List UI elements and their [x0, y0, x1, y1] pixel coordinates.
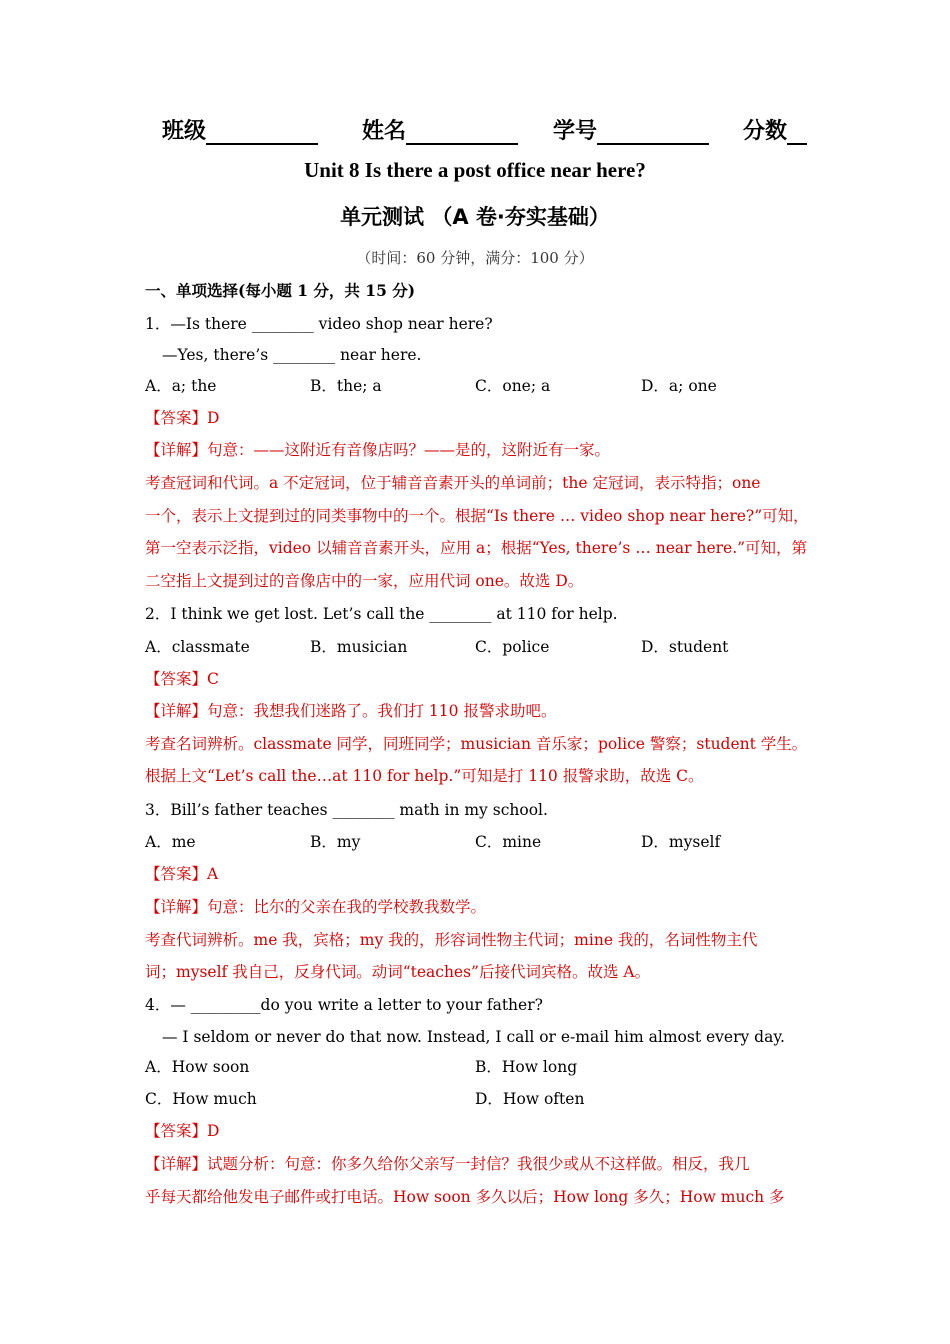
q1-stem-reply: —Yes, there’s ________ near here.	[162, 346, 422, 364]
q2-answer: 【答案】C	[145, 670, 219, 688]
id-label: 学号	[553, 119, 598, 144]
q2-option-b[interactable]: B．musician	[310, 638, 408, 656]
unit-title: Unit 8 Is there a post office near here?	[304, 158, 646, 182]
q4-option-a[interactable]: A．How soon	[145, 1058, 250, 1076]
q3-option-c[interactable]: C．mine	[475, 833, 542, 851]
q3-option-d[interactable]: D．myself	[641, 833, 721, 851]
q2-explanation-line: 考查名词辨析。classmate 同学，同班同学；musician 音乐家；police 警察；student 学生。	[145, 735, 808, 753]
q3-explanation-line: 词；myself 我自己，反身代词。动词“teaches”后接代词宾格。故选 A。	[145, 963, 651, 981]
q2-option-a[interactable]: A．classmate	[145, 638, 250, 656]
q1-answer: 【答案】D	[145, 409, 220, 427]
q1-explanation-line: 考查冠词和代词。a 不定冠词，位于辅音音素开头的单词前；the 定冠词，表示特指；one	[145, 474, 761, 492]
q3-explanation-line: 考查代词辨析。me 我，宾格；my 我的，形容词性物主代词；mine 我的，名词性物主代	[145, 931, 758, 949]
score-blank[interactable]	[787, 119, 807, 145]
q4-answer: 【答案】D	[145, 1122, 220, 1140]
q4-stem: 4．— _________do you write a letter to your father?	[145, 996, 543, 1014]
test-title: 单元测试 （A 卷·夯实基础）	[340, 205, 610, 229]
test-info: （时间：60 分钟，满分：100 分）	[356, 249, 594, 267]
q1-explanation-line: 一个，表示上文提到过的同类事物中的一个。根据“Is there … video shop near here?”可知，	[145, 507, 809, 525]
q1-option-a[interactable]: A．a; the	[145, 377, 217, 395]
q4-option-c[interactable]: C．How much	[145, 1090, 257, 1108]
q3-option-b[interactable]: B．my	[310, 833, 361, 851]
q1-option-d[interactable]: D．a; one	[641, 377, 717, 395]
q2-explanation-line: 根据上文“Let’s call the…at 110 for help.”可知是打 110 报警求助，故选 C。	[145, 767, 704, 785]
name-blank[interactable]	[406, 119, 518, 145]
score-label: 分数	[743, 119, 788, 144]
q2-detail: 【详解】句意：我想我们迷路了。我们打 110 报警求助吧。	[145, 702, 557, 720]
section-heading: 一、单项选择(每小题 1 分，共 15 分)	[145, 281, 416, 300]
id-field	[553, 114, 709, 145]
q2-option-d[interactable]: D．student	[641, 638, 729, 656]
q2-stem: 2．I think we get lost. Let’s call the ________ at 110 for help.	[145, 605, 618, 623]
q3-answer: 【答案】A	[145, 865, 219, 883]
q1-stem: 1．—Is there ________ video shop near here?	[145, 315, 493, 333]
q3-stem: 3．Bill’s father teaches ________ math in my school.	[145, 801, 548, 819]
q3-detail: 【详解】句意：比尔的父亲在我的学校教我数学。	[145, 898, 487, 916]
q1-option-b[interactable]: B．the; a	[310, 377, 382, 395]
name-label: 姓名	[362, 119, 407, 144]
q1-detail: 【详解】句意：——这附近有音像店吗？——是的，这附近有一家。	[145, 441, 611, 459]
q2-option-c[interactable]: C．police	[475, 638, 550, 656]
class-blank[interactable]	[206, 119, 318, 145]
q4-option-b[interactable]: B．How long	[475, 1058, 578, 1076]
id-blank[interactable]	[597, 119, 709, 145]
name-field	[362, 114, 518, 145]
q1-option-c[interactable]: C．one; a	[475, 377, 551, 395]
class-field	[162, 114, 318, 145]
class-label: 班级	[162, 119, 207, 144]
score-field	[743, 114, 807, 145]
q3-option-a[interactable]: A．me	[145, 833, 196, 851]
q4-explanation-line: 乎每天都给他发电子邮件或打电话。How soon 多久以后；How long 多久；How much 多	[145, 1188, 785, 1206]
q1-explanation-line: 第一空表示泛指，video 以辅音音素开头，应用 a；根据“Yes, there’s … near here.”可知，第	[145, 539, 808, 557]
q4-explanation-line: 【详解】试题分析：句意：你多久给你父亲写一封信？我很少或从不这样做。相反，我几	[145, 1155, 750, 1173]
q4-option-d[interactable]: D．How often	[475, 1090, 585, 1108]
q1-explanation-line: 二空指上文提到过的音像店中的一家，应用代词 one。故选 D。	[145, 572, 584, 590]
q4-stem-reply: — I seldom or never do that now. Instead, I call or e-mail him almost every day.	[162, 1028, 785, 1046]
